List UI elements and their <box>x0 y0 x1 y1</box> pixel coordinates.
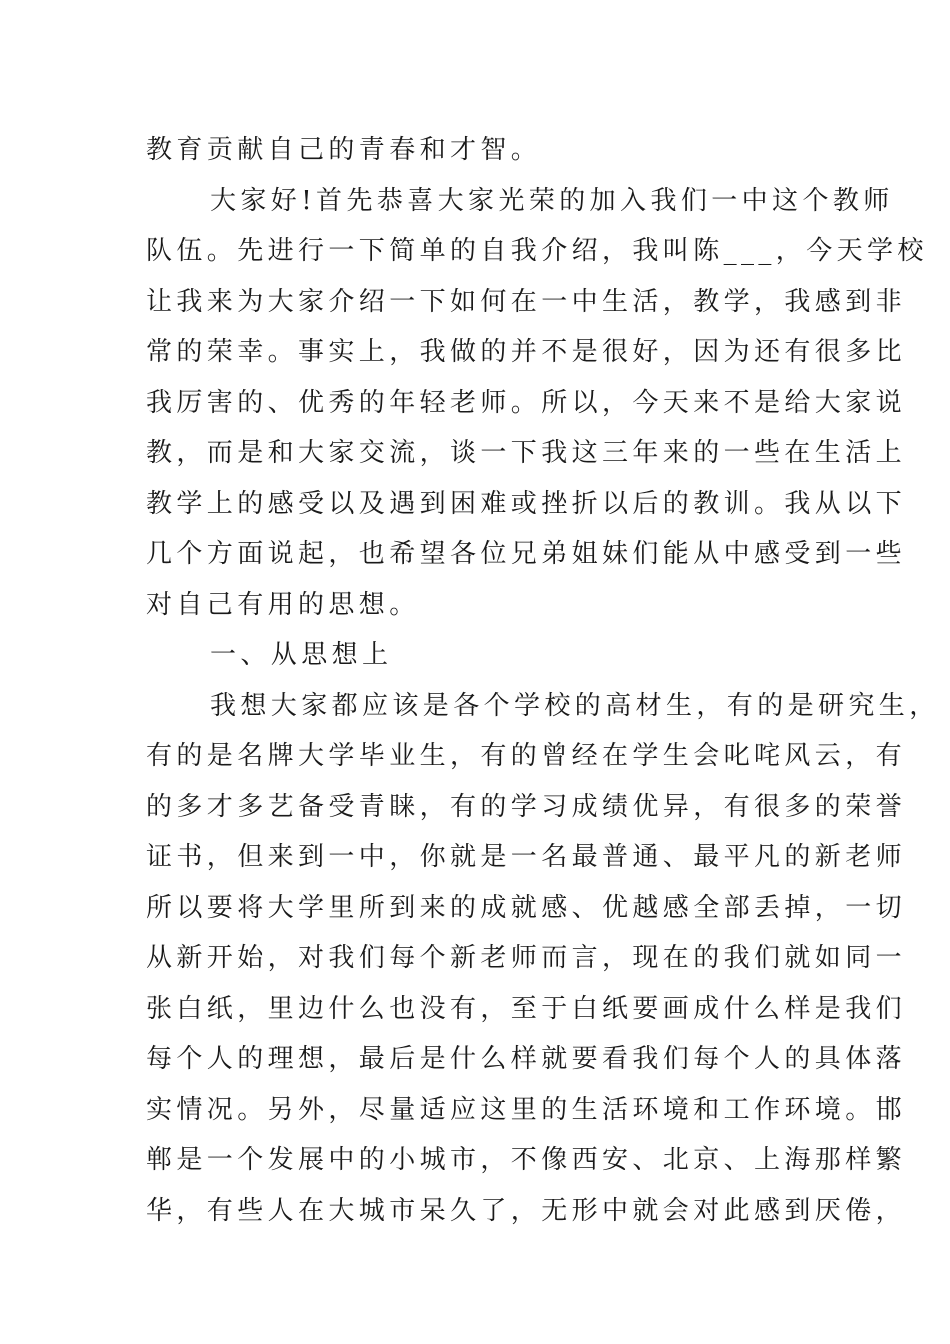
text-line: 我厉害的、优秀的年轻老师。所以，今天来不是给大家说 <box>146 387 907 418</box>
text-line: 教，而是和大家交流，谈一下我这三年来的一些在生活上 <box>146 438 907 468</box>
text-line: 华，有些人在大城市呆久了，无形中就会对此感到厌倦， <box>146 1195 907 1226</box>
document-body <box>146 125 940 1236</box>
text-line: 有的是名牌大学毕业生，有的曾经在学生会叱咤风云，有 <box>146 741 907 771</box>
text-line: 常的荣幸。事实上，我做的并不是很好，因为还有很多比 <box>146 337 907 367</box>
text-line: 所以要将大学里所到来的成就感、优越感全部丢掉，一切 <box>146 892 907 923</box>
text-line: 我想大家都应该是各个学校的高材生，有的是研究生， <box>210 690 940 721</box>
text-line: 从新开始，对我们每个新老师而言，现在的我们就如同一 <box>146 943 907 973</box>
text-line: 的多才多艺备受青睐，有的学习成绩优异，有很多的荣誉 <box>146 791 907 822</box>
text-line: 证书，但来到一中，你就是一名最普通、最平凡的新老师 <box>146 842 907 872</box>
text-line: 教育贡献自己的青春和才智。 <box>146 135 542 165</box>
text-line: 张白纸，里边什么也没有，至于白纸要画成什么样是我们 <box>146 993 907 1024</box>
text-line: 让我来为大家介绍一下如何在一中生活，教学，我感到非 <box>146 286 907 317</box>
text-line: 一、从思想上 <box>210 640 393 670</box>
text-line: 几个方面说起，也希望各位兄弟姐妹们能从中感受到一些 <box>146 539 907 569</box>
text-line: 教学上的感受以及遇到困难或挫折以后的教训。我从以下 <box>146 488 907 519</box>
text-line: 郸是一个发展中的小城市，不像西安、北京、上海那样繁 <box>146 1145 907 1175</box>
text-line: 每个人的理想，最后是什么样就要看我们每个人的具体落 <box>146 1044 907 1074</box>
text-line: 实情况。另外，尽量适应这里的生活环境和工作环境。邯 <box>146 1094 907 1125</box>
text-line: 大家好!首先恭喜大家光荣的加入我们一中这个教师 <box>210 185 894 216</box>
text-line: 队伍。先进行一下简单的自我介绍，我叫陈___，今天学校 <box>146 236 928 266</box>
text-line: 对自己有用的思想。 <box>146 589 420 620</box>
